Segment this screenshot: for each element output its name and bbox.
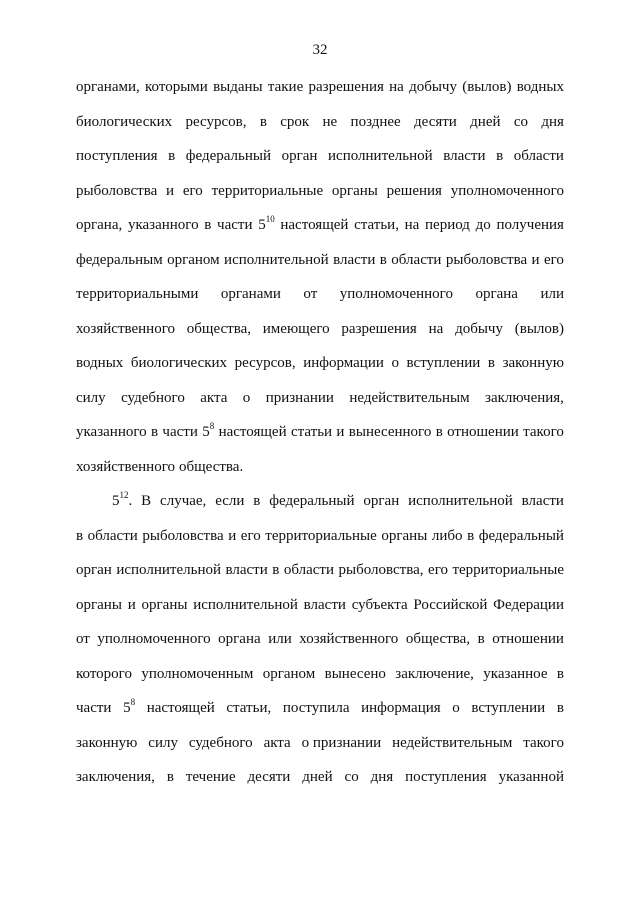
word: имеющего [262,320,330,337]
word: и [166,182,175,199]
word: территориальными [76,286,199,302]
word: которыми [145,79,208,95]
text-line [76,559,564,594]
word: на [404,217,420,233]
word: В [141,493,152,509]
word: территориальные [452,562,564,578]
word: в [496,148,504,164]
word: если [215,493,245,509]
word: исполнительной [408,493,513,509]
word: на [389,79,404,95]
word: рыболовства [76,182,158,199]
word: области [391,251,442,268]
word: органом [167,251,220,268]
word: в [435,424,443,440]
word: его [182,182,203,199]
paragraph-1 [76,76,564,490]
word: исполнительной [116,562,221,578]
word: позднее [350,113,401,130]
word: исполнительной [328,148,433,164]
word: органа [218,631,261,647]
word: дня [370,769,394,785]
word: части [76,700,112,716]
word: в [166,769,174,785]
word: со [513,113,529,130]
word: либо [431,527,463,544]
word: в [477,631,485,647]
word: его [428,562,448,578]
word: отношении [492,631,564,647]
word: уполномоченного [97,631,211,647]
word: получения [496,217,564,233]
word: в [272,562,280,578]
word: о [452,700,460,716]
word: в [168,148,176,164]
word: области [87,527,138,544]
word: выданы [213,79,263,95]
word: со [344,769,359,785]
word: органами [220,286,281,302]
word: власти [303,596,346,613]
word: силу [148,734,178,751]
word: такого [523,424,564,440]
word: недействительным [349,389,470,406]
word: части [217,217,253,233]
word: хозяйственного [299,631,399,647]
word: исполнительной [193,596,298,613]
text-line [76,180,564,215]
word: рыболовства [142,527,224,544]
word: законную [502,355,564,371]
word: поступления [76,148,158,164]
word: биологических [76,113,173,130]
word: власти [521,493,564,509]
word: и [531,251,540,268]
text-line [76,111,564,146]
text-line [76,387,564,422]
text-line [76,283,564,318]
word: органа [475,286,518,302]
word: федеральный [269,493,355,509]
word: в [253,493,261,509]
word: власти [443,148,486,164]
word: статьи [290,424,333,440]
word: статьи, [226,700,272,716]
word: или [540,286,564,302]
word: случае, [160,493,207,509]
word: федеральный [478,527,564,544]
word: и [127,596,136,613]
word: вступлении [406,355,481,371]
word: до [475,217,491,233]
word: уполномоченного [339,286,453,302]
word: дней [470,113,501,130]
word: хозяйственного [76,458,175,475]
word: добычу [409,79,457,95]
word: акта [200,389,228,406]
document-body [76,76,564,801]
text-line [76,145,564,180]
word: органы [331,182,378,199]
word: области [513,148,564,164]
word: и [336,424,345,440]
text-line [76,766,564,801]
word: поступила [282,700,350,716]
word: указанного [76,424,147,440]
word: федеральный [185,148,272,164]
word: Федерации [493,596,564,613]
word: вступлении [471,700,546,716]
word: недействительным [392,734,513,751]
word: Российской [413,596,488,613]
word: статьи, [354,217,399,233]
text-line [76,421,564,456]
word: указанное [483,665,548,682]
word: добычу [455,320,503,337]
word: не [322,113,338,130]
text-line [76,628,564,663]
word: законную [76,734,138,751]
word: разрешения [341,320,417,337]
word: такого [523,734,564,751]
word: дня [541,113,564,130]
word: уполномоченного [450,182,564,199]
word: $5^8$ [202,421,215,440]
word: власти [225,562,268,578]
word: в [150,424,159,440]
word: разрешения [308,79,384,95]
word: органы [141,596,188,613]
word: заключения, [76,769,155,785]
word: уполномоченным [141,665,254,682]
word: заключения, [485,389,564,406]
word: настоящей [218,424,287,440]
word: водных [516,79,564,95]
word: общества, [405,631,471,647]
text-line [76,732,564,767]
word: вынесено [324,665,386,682]
text-line [76,76,564,111]
word: на [428,320,444,337]
word: субъекта [351,596,408,613]
word: информации [303,355,384,371]
word: органы [76,596,122,613]
word: в [379,251,387,268]
word: орган [281,148,318,164]
word: поступления [405,769,487,785]
word: в [467,527,475,544]
word: его [240,527,261,544]
word: в [556,665,564,682]
word: в [556,700,564,716]
word: орган [76,562,112,578]
word: общества. [178,458,244,475]
word: $5^{12}$. [112,490,133,509]
text-line [76,594,564,629]
word: исполнительной [224,251,329,268]
word: его [543,251,564,268]
word: судебного [121,389,185,406]
word: водных [76,355,124,371]
word: федеральным [76,251,163,268]
word: дней [302,769,333,785]
word: в [487,355,495,371]
word: биологических [130,355,228,371]
word: органа, [76,217,123,233]
word: области [283,562,335,578]
text-line [76,456,564,491]
word: в [259,113,267,130]
word: о признании [301,734,382,751]
word: ресурсов, [185,113,247,130]
word: органом [262,665,316,682]
word: (вылов) [514,320,564,337]
word: указанного [127,217,199,233]
word: в [76,527,84,544]
word: территориальные [265,527,377,544]
word: власти [333,251,376,268]
word: или [268,631,292,647]
text-line [76,490,564,525]
page-number: 32 [312,42,328,58]
word: от [303,286,318,302]
word: указанной [498,769,564,785]
text-line [76,525,564,560]
word: территориальные [211,182,324,199]
word: настоящей [146,700,215,716]
text-line [76,352,564,387]
word: о [242,389,251,406]
word: орган [363,493,400,509]
word: и [228,527,237,544]
word: ресурсов, [234,355,296,371]
word: органы [381,527,428,544]
text-line [76,214,564,249]
word: которого [76,665,132,682]
text-line [76,663,564,698]
word: общества, [186,320,251,337]
word: информация [361,700,441,716]
word: от [76,631,90,647]
word: судебного [188,734,253,751]
text-line [76,249,564,284]
text-line [76,697,564,732]
word: рыболовства [445,251,528,268]
word: акта [263,734,291,751]
word: части [162,424,198,440]
word: признании [265,389,334,406]
word: решения [386,182,442,199]
word: органами, [76,79,140,95]
word: период [425,217,470,233]
word: вынесенного [348,424,432,440]
word: срок [280,113,310,130]
word: течение [185,769,236,785]
word: заключение, [395,665,474,682]
word: о [391,355,399,371]
word: хозяйственного [76,320,175,337]
text-line [76,318,564,353]
paragraph-2 [76,490,564,801]
word: в [204,217,212,233]
word: $5^8$ [123,697,136,716]
word: десяти [247,769,291,785]
word: такие [267,79,304,95]
word: рыболовства, [338,562,424,578]
word: настоящей [280,217,349,233]
word: (вылов) [462,79,512,95]
word: отношении [447,424,519,440]
word: десяти [414,113,457,130]
word: силу [76,389,106,406]
word: $5^{10}$ [258,214,275,233]
